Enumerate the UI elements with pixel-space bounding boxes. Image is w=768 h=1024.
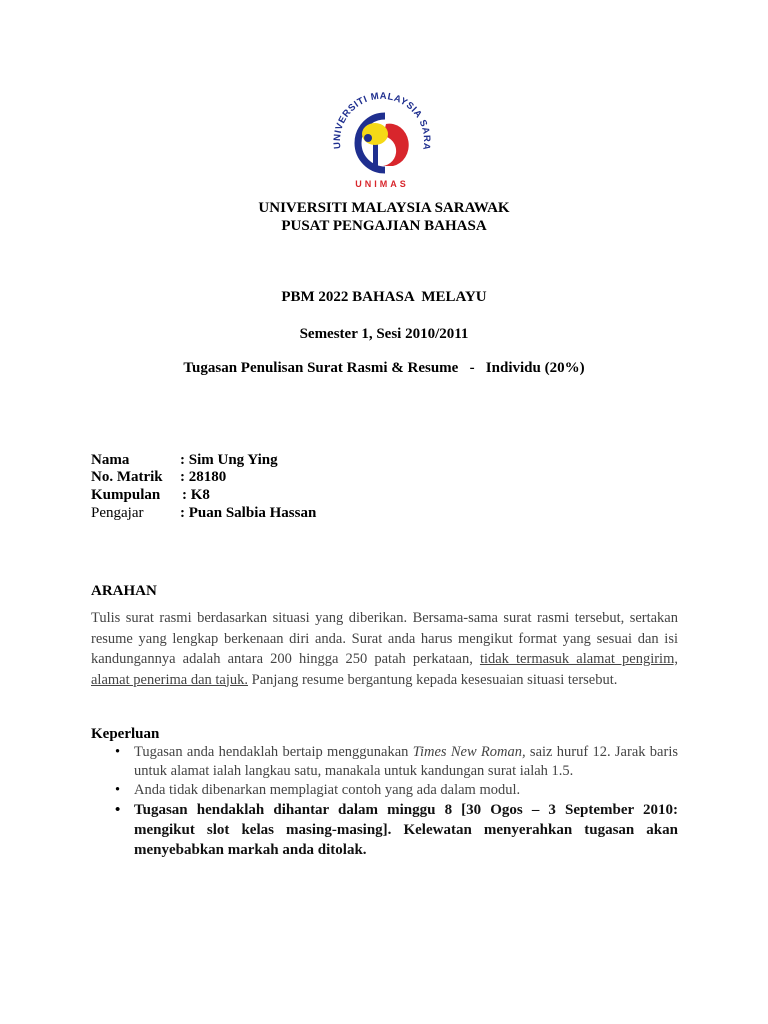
item1-before: Tugasan anda hendaklah bertaip menggunakan [134,744,413,760]
arahan-text-after: Panjang resume bergantung kepada kesesuaian situasi tersebut. [248,671,618,688]
bullet-icon: • [115,744,121,760]
list-item [91,800,678,860]
centre-name: PUSAT PENGAJIAN BAHASA [281,218,487,234]
info-key: Nama [91,452,130,468]
info-key: No. Matrik [91,469,163,485]
item1-italic: Times New Roman, [412,744,526,760]
info-key: Kumpulan [91,487,161,503]
course-title: PBM 2022 BAHASA MELAYU [281,289,487,305]
arahan-heading: ARAHAN [91,583,157,599]
bullet-icon: • [115,802,121,818]
list-item [91,781,678,800]
logo-arc-text: UNIVERSITI MALAYSIA SARA [331,90,433,151]
item1-after: saiz huruf 12. Jarak baris untuk alamat ialah langkau satu, manakala untuk kandungan surat ialah 1.5. [134,744,678,779]
item3-text: Tugasan hendaklah dihantar dalam minggu 8 [30 Ogos – 3 September 2010: mengikut slot kelas masing-masing]. Kelewatan menyerahkan tugasan akan menyebabkan markah anda ditolak. [134,802,678,858]
bullet-icon: • [115,782,121,798]
keperluan-list [91,743,678,860]
info-value: : K8 [182,487,210,503]
list-item [91,743,678,781]
keperluan-heading: Keperluan [91,726,160,742]
info-value: : 28180 [180,469,227,485]
info-value: : Puan Salbia Hassan [180,505,317,521]
semester-line: Semester 1, Sesi 2010/2011 [299,326,469,342]
assignment-line: Tugasan Penulisan Surat Rasmi & Resume - Individu (20%) [183,360,585,376]
info-key: Pengajar [91,505,144,521]
university-name: UNIVERSITI MALAYSIA SARAWAK [258,200,510,216]
logo-bottom-text: UNIMAS [355,179,409,189]
arahan-paragraph [91,608,678,690]
arahan-text-before: Tulis surat rasmi berdasarkan situasi yang diberikan. Bersama-sama surat rasmi tersebut, sertakan resume yang lengkap berkenaan diri anda. Surat anda harus mengikut format yang sesuai dan isi kandungannya adalah antara 200 hingga 250 patah perkataan, [91,610,678,667]
info-value: : Sim Ung Ying [180,452,278,468]
unimas-logo [323,84,441,194]
item2-text: Anda tidak dibenarkan memplagiat contoh yang ada dalam modul. [134,782,521,798]
unimas-logo-graphic [323,84,441,194]
arahan-underlined: tidak termasuk alamat pengirim, alamat penerima dan tajuk. [91,651,678,688]
